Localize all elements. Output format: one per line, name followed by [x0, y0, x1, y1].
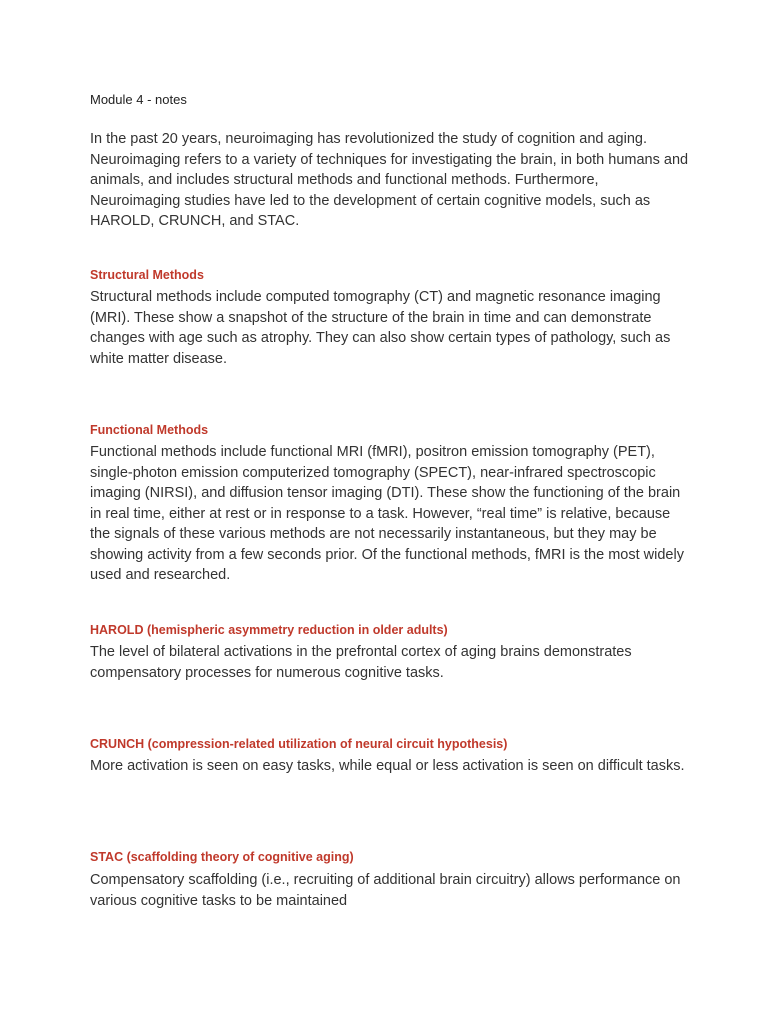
section-body-harold: The level of bilateral activations in the prefrontal cortex of aging brains demonstrates compensatory processes for numerous cognitive tasks. — [90, 644, 632, 681]
section-heading-stac: STAC (scaffolding theory of cognitive aging) — [90, 850, 354, 864]
section-heading-functional: Functional Methods — [90, 423, 209, 437]
section-body-crunch: More activation is seen on easy tasks, while equal or less activation is seen on difficult tasks. — [90, 758, 685, 774]
section-body-stac: Compensatory scaffolding (i.e., recruiting of additional brain circuitry) allows performance on various cognitive tasks to be maintained — [90, 872, 681, 909]
section-heading-harold: HAROLD (hemispheric asymmetry reduction in older adults) — [90, 623, 448, 637]
section-body-structural: Structural methods include computed tomography (CT) and magnetic resonance imaging (MRI). These show a snapshot of the structure of the brain in time and can demonstrate changes with age such as atrophy. They can also show certain types of pathology, such as white matter disease. — [90, 289, 671, 367]
section-heading-crunch: CRUNCH (compression-related utilization of neural circuit hypothesis) — [90, 737, 508, 751]
section-heading-structural: Structural Methods — [90, 268, 204, 282]
intro-paragraph: In the past 20 years, neuroimaging has revolutionized the study of cognition and aging. Neuroimaging refers to a variety of techniques for investigating the brain, in both humans and animals, and includes structural methods and functional methods. Furthermore, Neuroimaging studies have led to the development of certain cognitive models, such as HAROLD, CRUNCH, and STAC. — [90, 131, 689, 229]
section-body-functional: Functional methods include functional MRI (fMRI), positron emission tomography (PET), single-photon emission computerized tomography (SPECT), near-infrared spectroscopic imaging (NIRSI), and diffusion tensor imaging (DTI). These show the functioning of the brain in real time, either at rest or in response to a task. However, “real time” is relative, because the signals of these various methods are not necessarily instantaneous, but they may be showing activity from a few seconds prior. Of the functional methods, fMRI is the most widely used and researched. — [90, 444, 684, 583]
page-title: Module 4 - notes — [90, 92, 187, 107]
